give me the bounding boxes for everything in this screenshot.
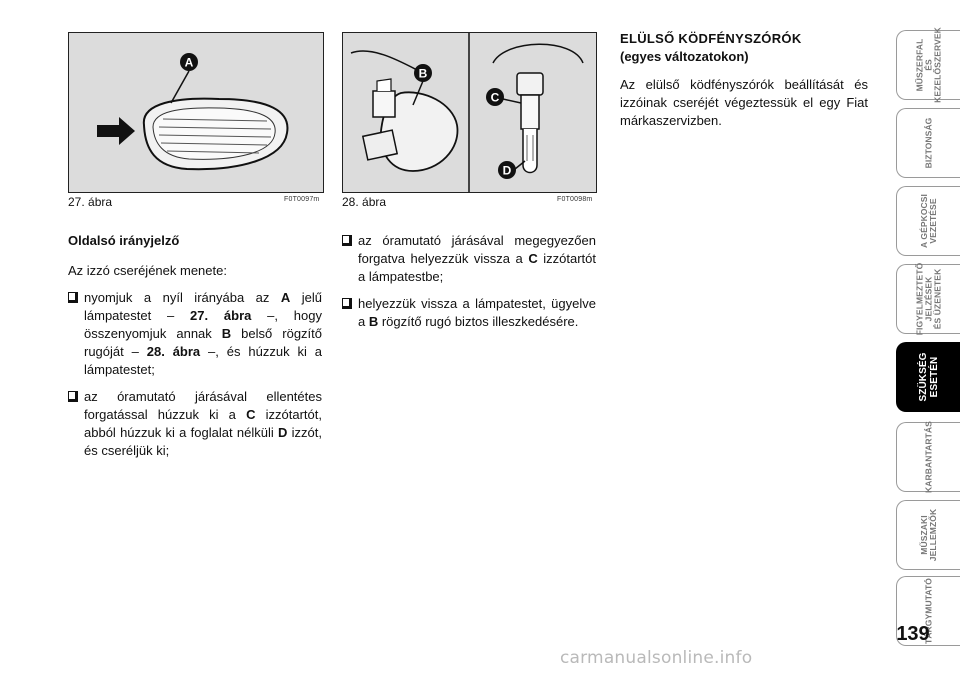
chapter-tab-label: BIZTONSÁG bbox=[923, 117, 933, 169]
chapter-tab[interactable] bbox=[896, 342, 960, 412]
chapter-tab[interactable] bbox=[896, 27, 960, 103]
left-bullet-list bbox=[68, 289, 322, 460]
bullet-text: izzótartót, abból húzzuk ki a foglalat nélküli bbox=[84, 407, 322, 440]
page-number: 139 bbox=[896, 623, 930, 645]
bold-reference: 27. ábra bbox=[190, 308, 252, 323]
left-bullet-item bbox=[68, 388, 322, 460]
bullet-text: –, hogy összenyomjuk annak bbox=[84, 308, 322, 341]
chapter-tab[interactable] bbox=[896, 264, 960, 334]
figure-27-caption: 27. ábra bbox=[68, 195, 113, 209]
right-column bbox=[620, 30, 868, 130]
chapter-tab[interactable] bbox=[896, 500, 960, 570]
chapter-tab[interactable] bbox=[896, 108, 960, 178]
left-bullet-item bbox=[68, 289, 322, 379]
bold-reference: 28. ábra bbox=[146, 344, 201, 359]
callout-d-label: D bbox=[502, 163, 512, 178]
figure-27-image bbox=[68, 32, 324, 193]
chapter-tab-label: SZÜKSÉG ESETÉN bbox=[917, 352, 940, 402]
bold-reference: C bbox=[528, 251, 538, 266]
fog-lights-subtitle: (egyes változatokon) bbox=[620, 49, 749, 64]
middle-bullet-list bbox=[342, 232, 596, 331]
watermark: carmanualsonline.info bbox=[560, 648, 753, 668]
checkbox-bullet-icon bbox=[68, 292, 78, 303]
callout-b-label: B bbox=[418, 66, 428, 81]
figure-28-image bbox=[342, 32, 597, 193]
intro-text: Az izzó cseréjének menete: bbox=[68, 263, 227, 278]
middle-column bbox=[342, 232, 596, 340]
chapter-tab-label: FIGYELMEZTETŐ JELZÉSEK ÉS ÜZENETEK bbox=[914, 262, 942, 336]
bold-reference: B bbox=[221, 326, 232, 341]
bullet-text: nyomjuk a nyíl irányába az bbox=[84, 290, 281, 305]
bold-reference: A bbox=[280, 290, 291, 305]
chapter-tab-label: KARBANTARTÁS bbox=[923, 421, 933, 493]
callout-c-label: C bbox=[490, 90, 500, 105]
chapter-tab[interactable] bbox=[896, 186, 960, 256]
checkbox-bullet-icon bbox=[342, 298, 352, 309]
bullet-text: izzótartót a lámpatestbe; bbox=[358, 251, 597, 284]
bold-reference: D bbox=[278, 425, 288, 440]
bullet-text: belső rögzítő rugóját – bbox=[84, 326, 323, 359]
checkbox-bullet-icon bbox=[342, 235, 352, 246]
chapter-tab-label: MŰSZERFAL ÉS KEZELŐSZERVEK bbox=[914, 27, 942, 103]
bullet-text: jelű lámpatestet – bbox=[84, 290, 322, 323]
chapter-tab-label: MŰSZAKI JELLEMZŐK bbox=[918, 508, 938, 562]
middle-bullet-item bbox=[342, 295, 596, 331]
bold-reference: B bbox=[368, 314, 379, 329]
chapter-tab-label: TÁRGYMUTATÓ bbox=[923, 578, 933, 644]
chapter-tab-label: A GÉPKOCSI VEZETÉSE bbox=[918, 193, 938, 249]
figure-27-code: F0T0097m bbox=[284, 196, 320, 203]
callout-a-label: A bbox=[184, 55, 194, 70]
fog-lights-title: ELÜLSŐ KÖDFÉNYSZÓRÓK bbox=[620, 31, 802, 46]
figure-28-code: F0T0098m bbox=[557, 196, 593, 203]
bullet-text: izzót, és cseréljük ki; bbox=[84, 425, 322, 458]
figure-28-caption: 28. ábra bbox=[342, 195, 387, 209]
section-heading: Oldalsó irányjelző bbox=[68, 233, 180, 248]
checkbox-bullet-icon bbox=[68, 391, 78, 402]
fog-lights-body: Az elülső ködfényszórók beállítását és izzóinak cseréjét végeztessük el egy Fiat márkaszervizben. bbox=[620, 77, 868, 128]
bold-reference: C bbox=[246, 407, 256, 422]
middle-bullet-item bbox=[342, 232, 596, 286]
bullet-text: helyezzük vissza a lámpatestet, ügyelve a bbox=[358, 296, 596, 329]
bullet-text: az óramutató járásával megegyezően forgatva helyezzük vissza a bbox=[358, 233, 596, 266]
bullet-text: –, és húzzuk ki a lámpatestet; bbox=[84, 344, 322, 377]
bullet-text: rögzítő rugó biztos illeszkedésére. bbox=[378, 314, 579, 329]
bullet-text: az óramutató járásával ellentétes forgatással húzzuk ki a bbox=[84, 389, 322, 422]
chapter-tab[interactable] bbox=[896, 422, 960, 492]
left-column bbox=[68, 232, 322, 469]
